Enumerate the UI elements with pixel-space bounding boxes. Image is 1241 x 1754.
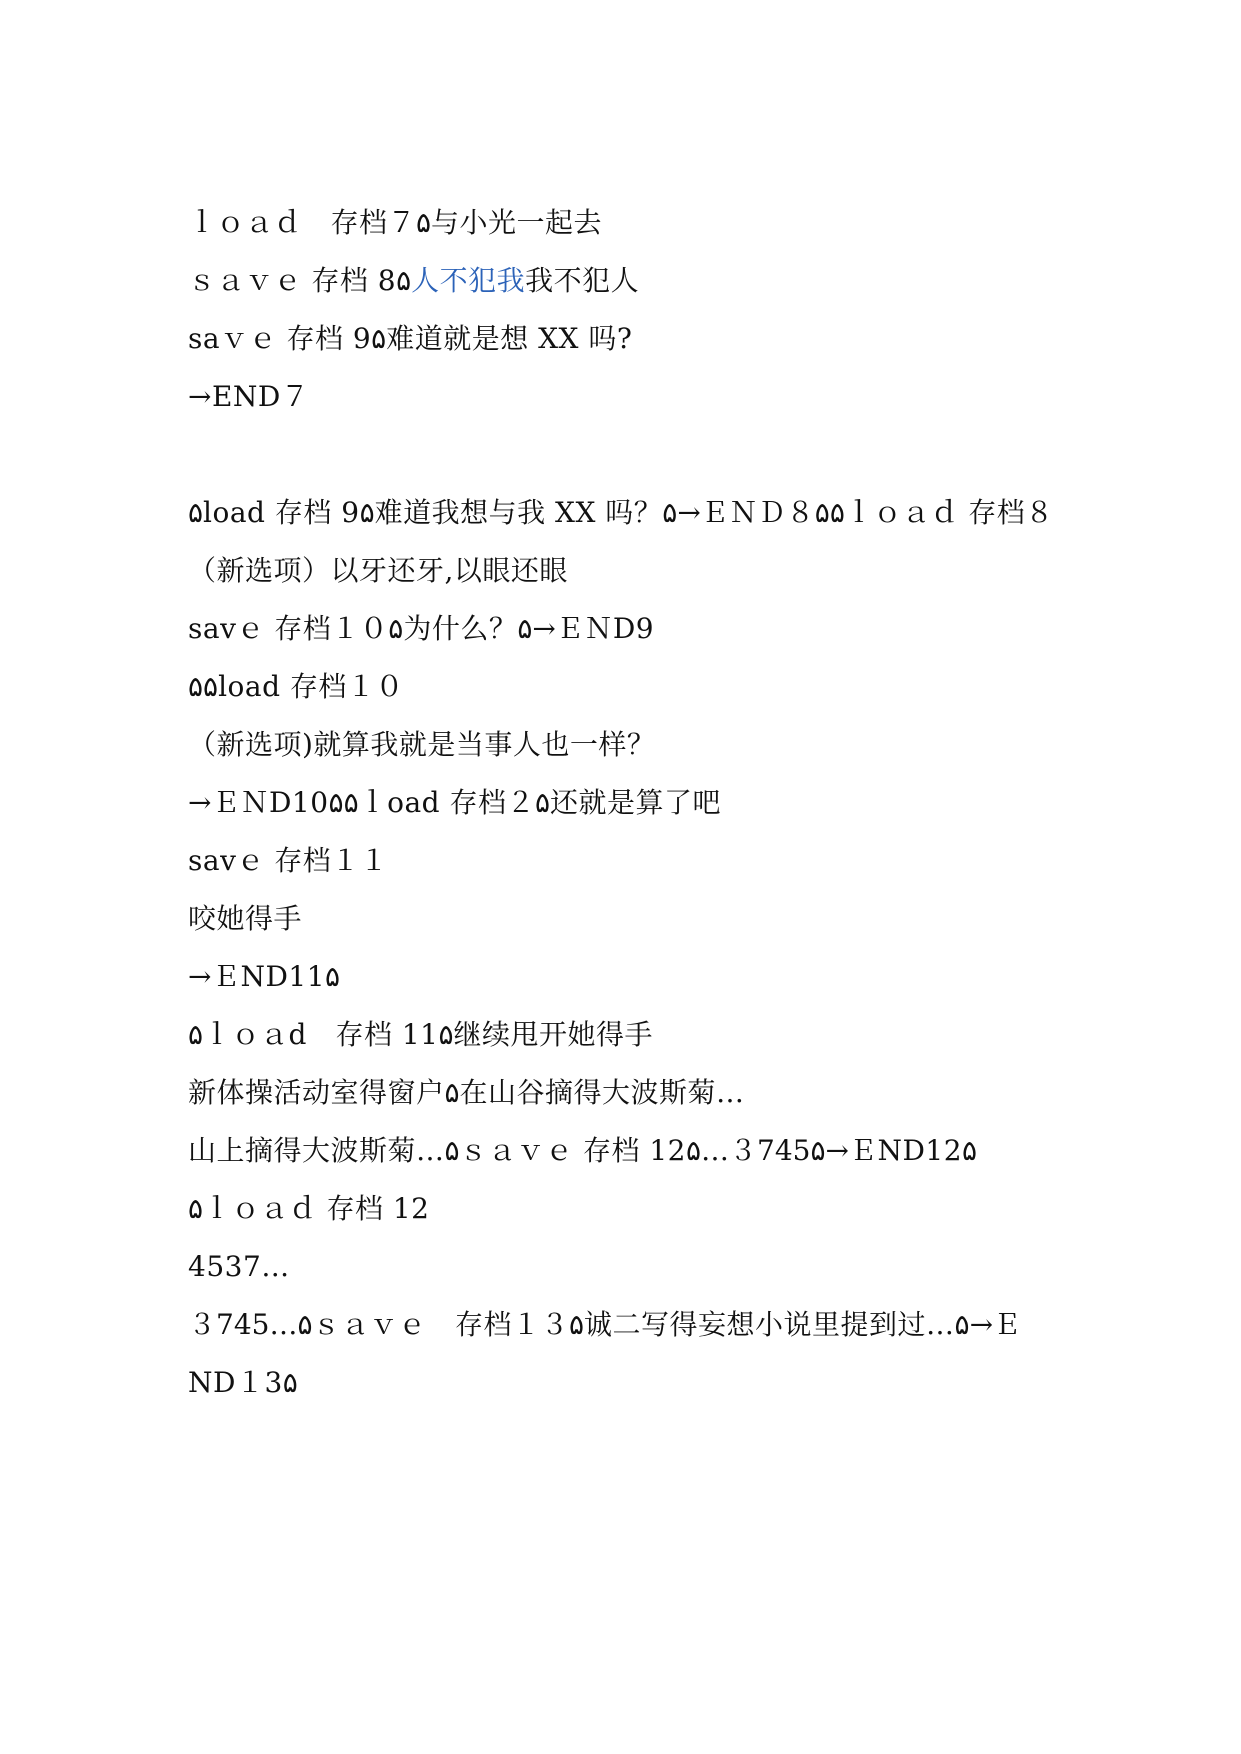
text-line: ۵ｌｏａd 存档 11۵继续甩开她得手 <box>188 1018 654 1051</box>
text-line: →END７ <box>188 380 310 413</box>
text-line: ۵۵load 存档１０ <box>188 670 404 703</box>
text-line: ３745…۵ｓａｖｅ 存档１３۵诚二写得妄想小说里提到过…۵→Ｅ <box>188 1308 1022 1341</box>
text-line: 4537… <box>188 1250 290 1283</box>
text-line: 山上摘得大波斯菊…۵ｓａｖｅ 存档 12۵…３745۵→ＥND12۵ <box>188 1134 978 1167</box>
text-line: ۵ｌｏａｄ 存档 12 <box>188 1192 430 1225</box>
text-line: ｓａｖｅ 存档 8۵人不犯我我不犯人 <box>188 264 640 297</box>
text-line: savｅ 存档１０۵为什么？۵→ＥＮD9 <box>188 612 655 645</box>
text-line: savｅ 存档１１ <box>188 844 389 877</box>
text-line: ۵load 存档 9۵难道我想与我 XX 吗？۵→ＥＮＤ８۵۵ｌｏａｄ 存档８ <box>188 496 1054 529</box>
text-line: ND１3۵ <box>188 1366 298 1399</box>
text-line: 新体操活动室得窗户۵在山谷摘得大波斯菊… <box>188 1076 745 1109</box>
text-line: ｌｏａｄ 存档７۵与小光一起去 <box>188 206 603 239</box>
text-line: 咬她得手 <box>188 902 303 935</box>
text-line: （新选项）以牙还牙,以眼还眼 <box>188 554 568 587</box>
text-line: （新选项)就算我就是当事人也一样？ <box>188 728 656 761</box>
text-line: →ＥND11۵ <box>188 960 341 993</box>
text-line: saｖｅ 存档 9۵难道就是想 XX 吗? <box>188 322 633 355</box>
text-line: →ＥＮD10۵۵ｌoad 存档２۵还就是算了吧 <box>188 786 722 819</box>
highlighted-text: 人不犯我 <box>411 264 526 297</box>
